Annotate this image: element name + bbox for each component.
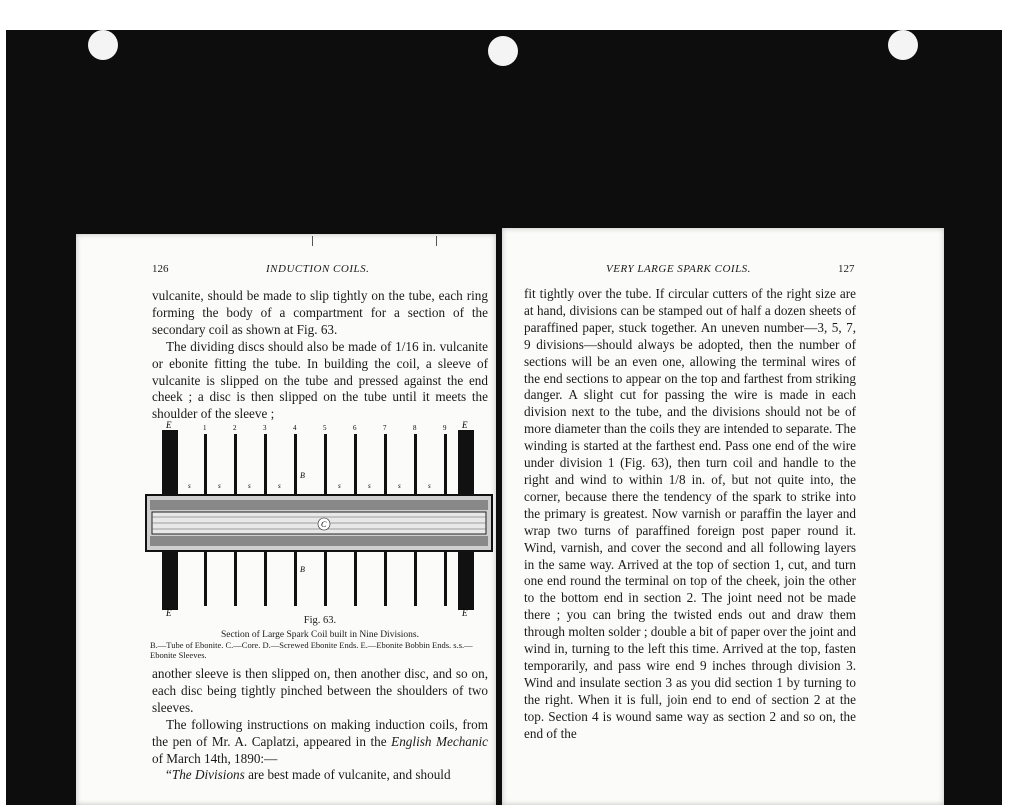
- gutter-mark: [436, 236, 437, 246]
- label-e-right: E: [462, 420, 468, 430]
- right-running-head: [606, 263, 751, 275]
- paragraph: vulcanite, should be made to slip tightly on the tube, each ring forming the body of a compartment for a section of the secondary coil as shown at Fig. 63.: [152, 288, 488, 337]
- left-running-head-title: INDUCTION COILS.: [266, 263, 370, 275]
- figure-legend: B.—Tube of Ebonite. C.—Core. D.—Screwed Ebonite Ends. E.—Ebonite Bobbin Ends. s.s.—Ebonite Sleeves.: [150, 640, 473, 660]
- svg-text:5: 5: [323, 424, 327, 432]
- svg-text:1: 1: [203, 424, 207, 432]
- svg-text:s: s: [428, 482, 431, 490]
- svg-text:s: s: [188, 482, 191, 490]
- section-heading: The Divisions: [171, 767, 245, 783]
- label-b-bottom: B: [300, 565, 305, 574]
- binder-hole-right: [888, 30, 918, 60]
- coil-section-diagram: [142, 420, 502, 616]
- binder-hole-center: [488, 36, 518, 66]
- paragraph: The following instructions on making induction coils, from the pen of Mr. A. Caplatzi, appeared in the English Mechanic of March 14th, 1890:—: [152, 716, 489, 766]
- svg-text:s: s: [398, 482, 401, 490]
- label-e-left-bottom: E: [166, 608, 172, 616]
- division-number-labels: [203, 424, 447, 432]
- figure-label: Fig. 63.: [303, 615, 337, 626]
- svg-text:s: s: [278, 482, 281, 490]
- sleeve-labels: [188, 482, 431, 490]
- paragraph: fit tightly over the tube. If circular cutters of the right size are at hand, divisions can be stamped out of half a dozen sheets of paraffined paper, stuck together. An uneven number—3, 5, 7, 9 divisions—should always be adopted, then the number of sections will be an even one, allowing the terminal wires of the end sections to appear on the top and farthest from striking danger. A slight cut for passing the wire is made in each division next to the tube, and the divisions should not be of more diameter than the coils they are intended to separate. The winding is started at the farthest end. Pass one end of the wire under division 1 (Fig. 63), then turn coil and handle to the right and wind to within 1/8 in. of, but not quite into, the corner, because there the tendency of the spark to strike into the primary is greatest. Now varnish or paraffin the layer and wrap two turns of paraffined foreign post paper round it. Wind, varnish, and cover the second and all following layers in the same way. Arrived at the top of section 1, cut, and turn one end round the terminal on top of the cheek, join the other to the bottom end in section 2. The joint need not be made there ; you can bring the twisted ends out and draw them through molten solder ; double a bit of paper over the joint and wind in, turning to the left this time. Arrived at the top, fasten temporarily, and pass wire end 9 inches through division 3. Wind and insulate section 3 as you did section 1 by turning to the right. When it is full, join end to end of section 2 at the top. Section 4 is wound same way as section 2 and so on, the end of the: [524, 286, 856, 741]
- svg-text:s: s: [338, 482, 341, 490]
- label-b-top: B: [300, 471, 305, 480]
- label-e-right-bottom: E: [462, 608, 468, 616]
- left-page-number: 126: [152, 263, 169, 275]
- ebonite-sleeve-top: [150, 500, 488, 510]
- paragraph: “The Divisions are best made of vulcanite, and should: [166, 767, 451, 783]
- periodical-title: English Mechanic: [391, 733, 489, 749]
- svg-text:s: s: [248, 482, 251, 490]
- svg-text:9: 9: [443, 424, 447, 432]
- right-running-head-title: VERY LARGE SPARK COILS.: [606, 263, 751, 275]
- paragraph: another sleeve is then slipped on, then another disc, and so on, each disc being tightly pinched between the shoulders of two sleeves.: [152, 666, 488, 715]
- label-c: C: [321, 520, 327, 529]
- right-text: [524, 286, 856, 742]
- left-text-bottom: [152, 666, 488, 784]
- svg-text:6: 6: [353, 424, 357, 432]
- svg-text:3: 3: [263, 424, 267, 432]
- svg-text:s: s: [218, 482, 221, 490]
- svg-text:8: 8: [413, 424, 417, 432]
- left-text-top: [152, 288, 488, 423]
- svg-text:2: 2: [233, 424, 237, 432]
- label-e-left: E: [166, 420, 172, 430]
- figure-caption: [150, 616, 490, 660]
- gutter-mark: [312, 236, 313, 246]
- binder-hole-left: [88, 30, 118, 60]
- svg-text:7: 7: [383, 424, 387, 432]
- figure-title: Section of Large Spark Coil built in Nine Divisions.: [221, 630, 419, 640]
- ebonite-sleeve-bottom: [150, 536, 488, 546]
- right-page-number: 127: [838, 263, 855, 275]
- svg-text:4: 4: [293, 424, 297, 432]
- svg-text:s: s: [368, 482, 371, 490]
- paragraph: The dividing discs should also be made of 1/16 in. vulcanite or ebonite fitting the tube. In building the coil, a sleeve of vulcanite is slipped on the tube and pressed against the end cheek ; a disc is then slipped on the tube until it meets the shoulder of the sleeve ;: [152, 338, 488, 422]
- left-running-head: [266, 263, 369, 275]
